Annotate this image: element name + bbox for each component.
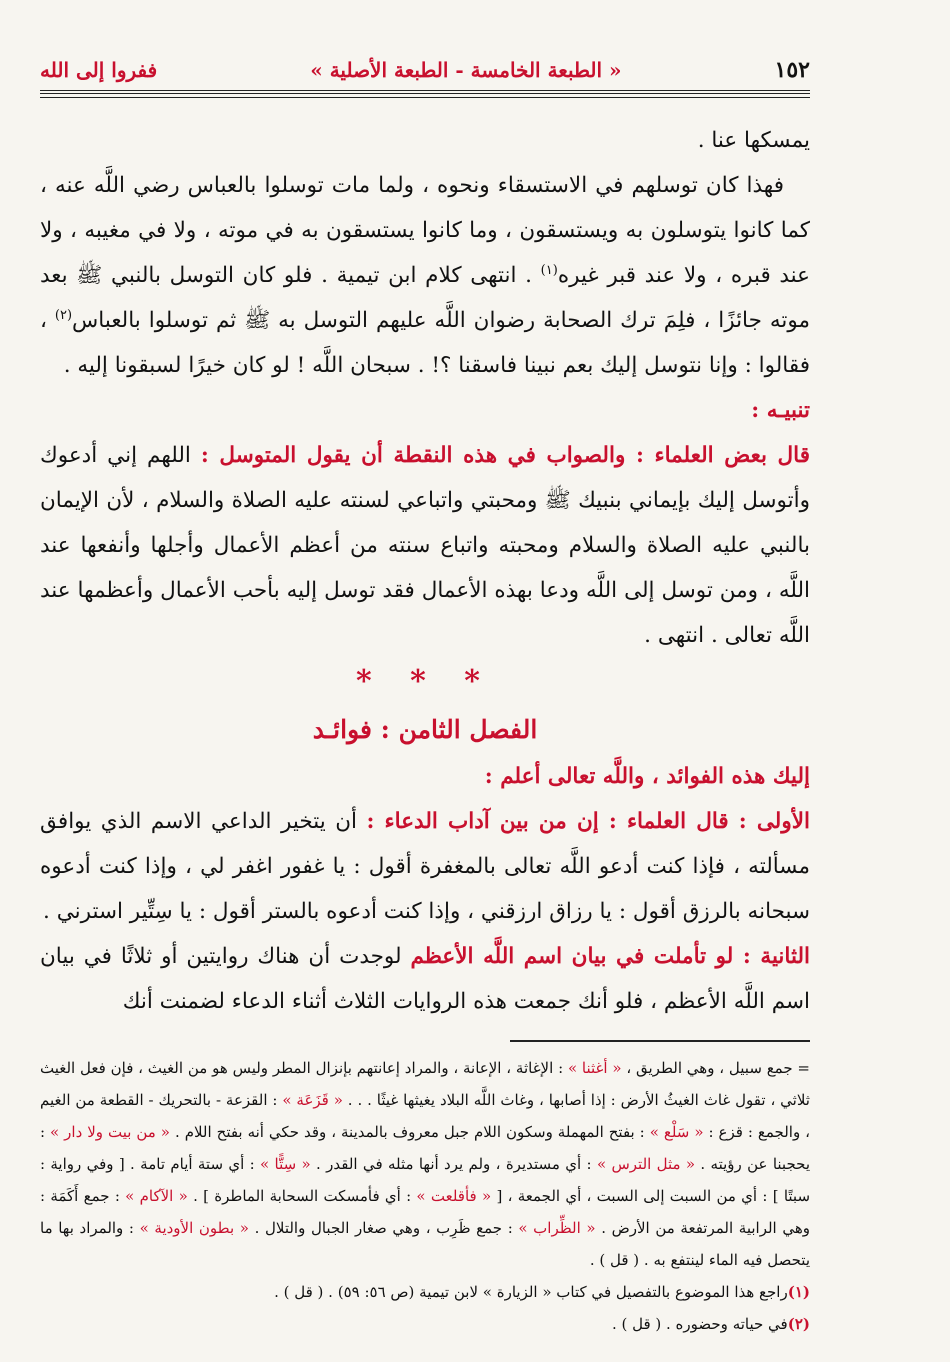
- fn-text: : الإغاثة ، الإعانة ، والمراد إعانتهم بإنزال المطر وليس هو من الغيث ، فإن فعل الغيث ثلاثي ، تقول غاث الغيثُ الأرض : إذا أصابها ، وغاث اللَّه البلاد يغيثها غيثًا . . .: [40, 1059, 810, 1109]
- page-header: [40, 52, 810, 88]
- main-text: [40, 118, 810, 1024]
- paragraph-0: يمسكها عنا .: [697, 128, 810, 153]
- footnotes: [40, 1052, 810, 1340]
- fn-term: « من بيت ولا دار »: [50, 1123, 170, 1141]
- page-number: ١٥٢: [774, 57, 810, 83]
- footnote-2: [40, 1308, 810, 1340]
- paragraph-1: [40, 163, 810, 388]
- paragraph-1-part-a: فهذا كان توسلهم في الاستسقاء ونحوه ، ولما مات توسلوا بالعباس رضي اللَّه عنه ، كما كانوا يتوسلون به ويستسقون ، وما كانوا يستسقون به في موته ، ولا في مغيبه ، ولا عند قبره ، ولا عند قبر غيره: [40, 173, 810, 288]
- footnote-divider: [510, 1040, 810, 1042]
- edition-label: « الطبعة الخامسة - الطبعة الأصلية »: [310, 58, 622, 82]
- footnote-1-number: (١): [787, 1283, 810, 1301]
- book-title: ففروا إلى الله: [40, 58, 158, 82]
- fn-term: « الظِّراب »: [518, 1219, 596, 1237]
- benefit-1-lead: الأولى : قال العلماء : إن من بين آداب الدعاء :: [366, 809, 810, 834]
- fn-text: : جمع ظَرِب ، وهي صغار الجبال والتلال .: [248, 1219, 519, 1237]
- footnote-ref-2: (٢): [54, 307, 73, 323]
- footnote-2-number: (٢): [787, 1315, 810, 1333]
- section-intro: إليك هذه الفوائد ، واللَّه تعالى أعلم :: [484, 764, 810, 789]
- fn-text: : يحجبنا عن رؤيته .: [40, 1123, 810, 1173]
- paragraph-2-lead: قال بعض العلماء : والصواب في هذه النقطة أن يقول المتوسل :: [200, 443, 810, 468]
- fn-text: = جمع سبيل ، وهي الطريق ،: [621, 1059, 810, 1077]
- fn-text: : أي مستديرة ، ولم يرد أنها مثله في القدر .: [310, 1155, 597, 1173]
- footnote-1: [40, 1276, 810, 1308]
- footnote-1-text: راجع هذا الموضوع بالتفصيل في كتاب « الزيارة » لابن تيمية (ص ٥٦: ٥٩) . ( قل ) .: [274, 1283, 788, 1301]
- fn-term: « مثل الترس »: [596, 1155, 696, 1173]
- fn-term: « قَزَعَة »: [282, 1091, 343, 1109]
- section-title: الفصل الثامن : فوائـد: [312, 715, 538, 744]
- fn-term: « الآكام »: [125, 1187, 188, 1205]
- fn-text: : القزعة - بالتحريك - القطعة من الغيم ، والجمع : قزع :: [40, 1091, 811, 1141]
- paragraph-1-part-b: . انتهى كلام ابن تيمية . فلو كان التوسل بالنبي ﷺ بعد موته جائزًا ، فلِمَ ترك الصحابة رضوان اللَّه عليهم التوسل به ﷺ ثم توسلوا بالعباس: [40, 263, 810, 333]
- fn-text: : أي ستة أيام تامة . [ وفي رواية : سبتًا ] : أي من السبت إلى السبت ، أي الجمعة ، [: [40, 1155, 811, 1205]
- fn-term: « بطون الأودية »: [139, 1219, 249, 1237]
- paragraph-1-part-c: ، فقالوا : وإنا نتوسل إليك بعم نبينا فاسقنا ؟! . سبحان اللَّه ! لو كان خيرًا لسبقونا إليه .: [40, 308, 810, 378]
- fn-text: : والمراد بها ما يتحصل فيه الماء لينتفع به . ( قل ) .: [40, 1219, 810, 1269]
- fn-text: : جمع أَكَمَة : وهي الرابية المرتفعة من الأرض .: [40, 1187, 810, 1237]
- fn-term: « أغثنا »: [567, 1059, 622, 1077]
- fn-term: « سَلْع »: [649, 1123, 704, 1141]
- footnote-continuation: [40, 1052, 810, 1276]
- fn-term: « سِتًّا »: [260, 1155, 311, 1173]
- fn-term: « فأقلعت »: [416, 1187, 492, 1205]
- paragraph-2: [40, 433, 810, 658]
- paragraph-2-text: اللهم إني أدعوك وأتوسل إليك بإيماني بنبيك ﷺ ومحبتي واتباعي لسنته عليه الصلاة والسلام ، لأن الإيمان بالنبي عليه الصلاة والسلام ومحبته واتباع سنته من أعظم الأعمال وأجلها وأنفعها عند اللَّه ، ومن توسل إلى اللَّه ودعا بهذه الأعمال فقد توسل إليه بأحب الأعمال وأعظمها عند اللَّه تعالى . انتهى .: [40, 443, 810, 648]
- section-separator: * * *: [356, 664, 494, 699]
- benefit-1-text: أن يتخير الداعي الاسم الذي يوافق مسألته ، فإذا كنت أدعو اللَّه تعالى بالمغفرة أقول : يا غفور اغفر لي ، وإذا كنت أدعوه سبحانه بالرزق أقول : يا رزاق ارزقني ، وإذا كنت أدعوه بالستر أقول : يا سِتِّير استرني .: [40, 809, 810, 924]
- footnote-2-text: في حياته وحضوره . ( قل ) .: [611, 1315, 788, 1333]
- benefit-1: [40, 799, 810, 934]
- header-divider: [40, 90, 810, 98]
- footnote-ref-1: (١): [540, 262, 558, 278]
- benefit-2: [40, 934, 810, 1024]
- fn-text: : بفتح المهملة وسكون اللام جبل معروف بالمدينة ، وقد حكي أنه بفتح اللام .: [170, 1123, 650, 1141]
- benefit-2-text: لوجدت أن هناك روايتين أو ثلاثًا في بيان اسم اللَّه الأعظم ، فلو أنك جمعت هذه الروايات الثلاث أثناء الدعاء لضمنت أنك: [40, 944, 810, 1014]
- benefit-2-lead: الثانية : لو تأملت في بيان اسم اللَّه الأعظم: [410, 944, 810, 969]
- notice-heading: تنبيـه :: [751, 398, 810, 423]
- fn-text: : أي فأمسكت السحابة الماطرة ] .: [187, 1187, 417, 1205]
